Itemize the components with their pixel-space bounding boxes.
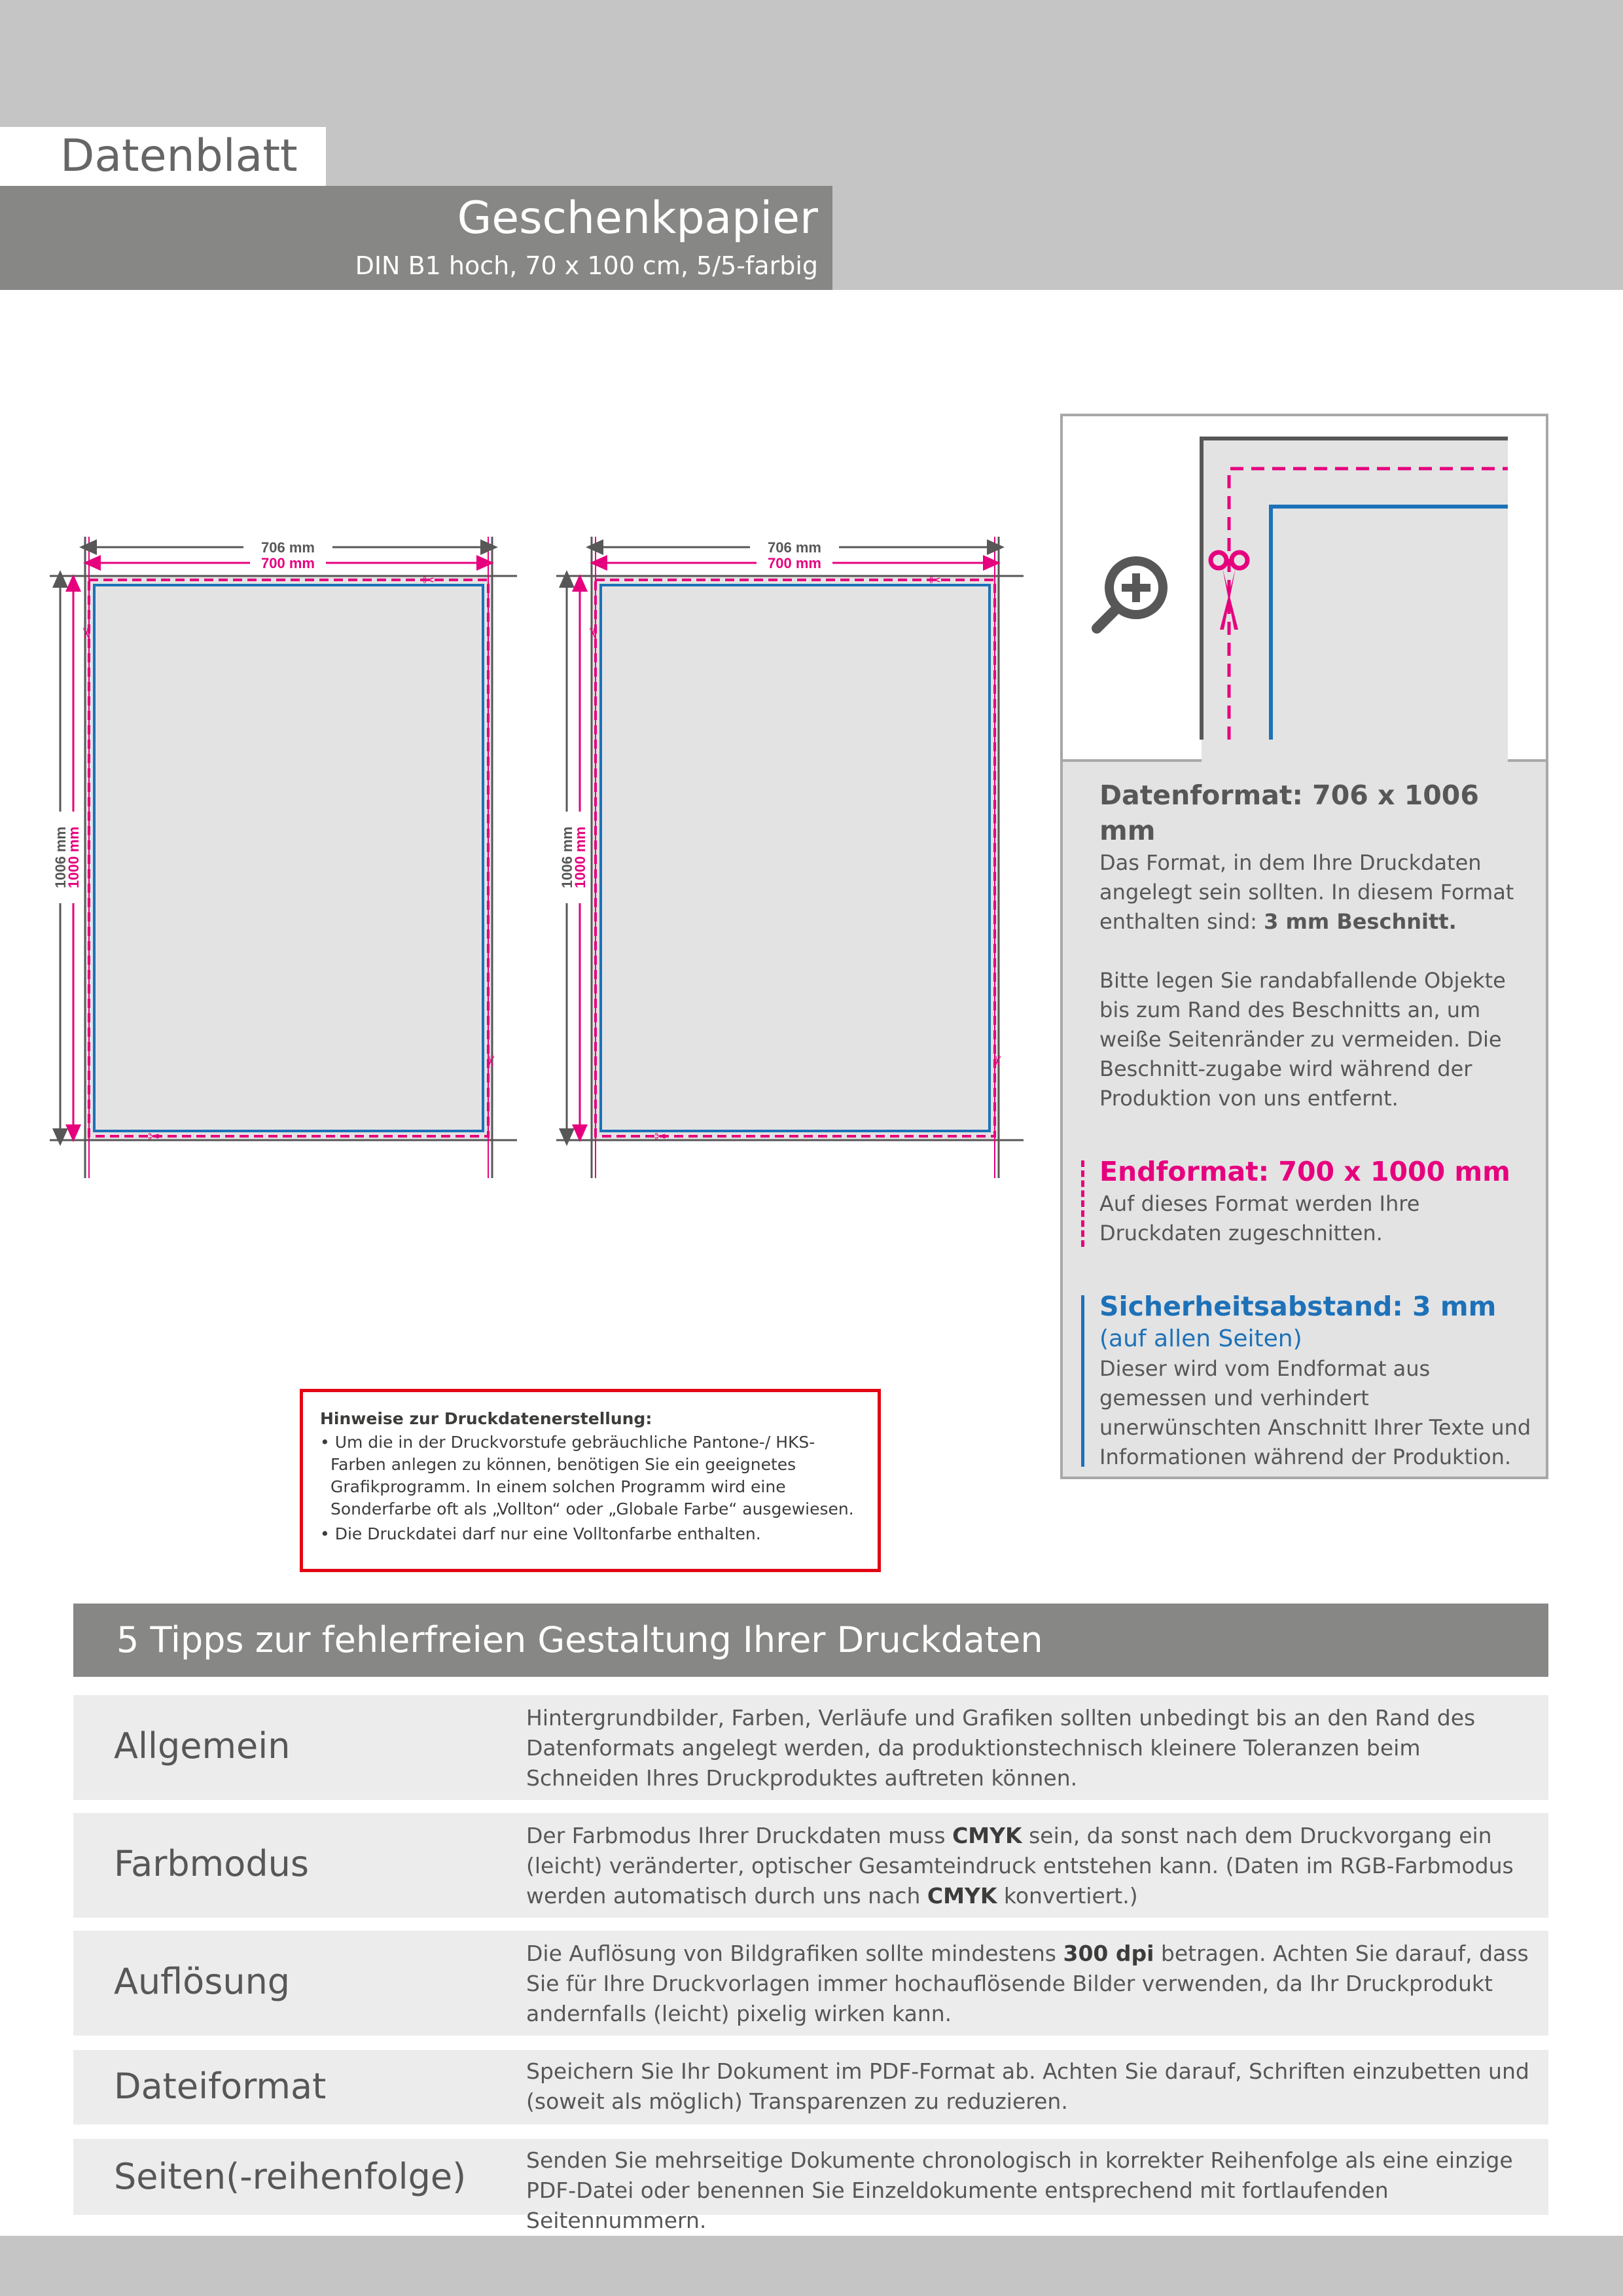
tips-header: 5 Tipps zur fehlerfreien Gestaltung Ihrer Druckdaten	[73, 1604, 1548, 1677]
datenformat-bleed: 3 mm Beschnitt.	[1264, 909, 1457, 934]
hint-item: • Die Druckdatei darf nur eine Volltonfarbe enthalten.	[320, 1524, 761, 1543]
height-outer-label: 1006 mm	[559, 826, 575, 889]
datenformat-description	[1099, 848, 1531, 937]
bleed-area	[592, 576, 999, 1140]
page-subtitle: DIN B1 hoch, 70 x 100 cm, 5/5-farbig	[355, 251, 818, 280]
tip-text-part: konvertiert.)	[997, 1883, 1138, 1909]
tip-row-farbmodus	[73, 1813, 1548, 1918]
diagram-right	[556, 537, 1024, 1178]
tip-text: Hintergrundbilder, Farben, Verläufe und Grafiken sollten unbedingt bis an den Rand des Datenformats angelegt werden, da produktionstechnisch kleinere Toleranzen beim Schneiden Ihres Druckproduktes auftreten können.	[526, 1705, 1476, 1791]
tip-text-bold: CMYK	[952, 1823, 1022, 1848]
tip-text-bold: CMYK	[927, 1883, 997, 1909]
tip-row-seiten	[73, 2139, 1548, 2233]
sicherheit-title: Sicherheitsabstand: 3 mm	[1099, 1291, 1497, 1322]
format-explanations	[1099, 778, 1531, 1472]
scissors-icon: ✂	[929, 573, 942, 589]
info-panel	[1060, 414, 1548, 1479]
width-inner-label: 700 mm	[768, 555, 821, 571]
tip-text-part: Die Auflösung von Bildgrafiken sollte mindestens	[526, 1941, 1063, 1966]
scissors-icon: ✂	[148, 1129, 160, 1145]
document-label: Datenblatt	[0, 127, 326, 186]
datenformat-block	[1099, 778, 1531, 1113]
tip-row-aufloesung	[73, 1931, 1548, 2036]
tip-label: Allgemein	[114, 1725, 291, 1767]
tip-text-bold: 300 dpi	[1063, 1941, 1154, 1966]
width-outer-label: 706 mm	[261, 539, 315, 556]
hint-item: • Um die in der Druckvorstufe gebräuchliche Pantone-/ HKS-Farben anlegen zu können, benötigen Sie ein geeignetes Grafikprogramm. In einem solchen Programm wird eine Sonderfarbe oft als „Vollton“ oder „Globale Farbe“ ausgewiesen.	[320, 1433, 854, 1518]
tip-text	[526, 1821, 1534, 1911]
endformat-block	[1099, 1154, 1531, 1248]
tip-text-part: betragen. Achten Sie darauf, dass Sie für Ihre Druckvorlagen immer hochauflösende Bilder verwenden, da Ihr Druckprodukt andernfalls (leicht) pixelig wirken kann.	[526, 1941, 1529, 2026]
tip-text-part: sein, da sonst nach dem Druckvorgang ein (leicht) veränderter, optischer Gesamteindruck entstehen kann. (Daten im RGB-Farbmodus werden automatisch durch uns nach	[526, 1823, 1514, 1909]
scissors-icon: ✂	[988, 1055, 1005, 1067]
trim-indicator	[1081, 1160, 1084, 1247]
page-title: Geschenkpapier	[457, 192, 818, 244]
tip-label: Dateiformat	[114, 2066, 327, 2107]
endformat-description: Auf dieses Format werden Ihre Druckdaten zugeschnitten.	[1099, 1191, 1420, 1246]
datenformat-title: Datenformat: 706 x 1006 mm	[1099, 780, 1479, 846]
height-inner-label: 1000 mm	[572, 826, 588, 889]
tip-label: Farbmodus	[114, 1843, 309, 1884]
datenformat-note: Bitte legen Sie randabfallende Objekte bis zum Rand des Beschnitts an, um weiße Seitenränder zu vermeiden. Die Beschnitt-zugabe wird während der Produktion von uns entfernt.	[1099, 968, 1506, 1111]
scissors-icon: ✂	[584, 627, 600, 639]
magnifier-icon	[1097, 556, 1168, 628]
scissors-icon: ✂	[77, 627, 94, 639]
scissors-icon: ✂	[654, 1129, 667, 1145]
tip-row-allgemein	[73, 1695, 1548, 1800]
safety-indicator	[1081, 1295, 1084, 1467]
hints-title: Hinweise zur Druckdatenerstellung:	[320, 1409, 652, 1428]
tip-label: Seiten(-reihenfolge)	[114, 2156, 467, 2197]
hints-box	[300, 1389, 881, 1572]
bleed-area	[85, 576, 492, 1140]
sicherheit-block	[1099, 1289, 1531, 1472]
tip-label: Auflösung	[114, 1961, 291, 2002]
tip-text-part: Der Farbmodus Ihrer Druckdaten muss	[526, 1823, 953, 1848]
scissors-icon: ✂	[423, 573, 435, 589]
tip-row-dateiformat	[73, 2050, 1548, 2125]
tip-text	[526, 1939, 1534, 2029]
tip-text: Senden Sie mehrseitige Dokumente chronologisch in korrekter Reihenfolge als eine einzige PDF-Datei oder benennen Sie Einzeldokumente entsprechend mit fortlaufenden Seitennummern.	[526, 2147, 1513, 2233]
height-outer-label: 1006 mm	[52, 826, 69, 889]
zoom-detail	[1063, 416, 1546, 762]
datenformat-text: Das Format, in dem Ihre Druckdaten angelegt sein sollten. In diesem Format enthalten sind:	[1099, 850, 1514, 934]
diagram-left	[50, 537, 517, 1178]
footer-background	[0, 2236, 1623, 2296]
format-diagrams	[0, 0, 1047, 1204]
scissors-icon: ✂	[482, 1055, 498, 1067]
sicherheit-description: Dieser wird vom Endformat aus gemessen und verhindert unerwünschten Anschnitt Ihrer Texte und Informationen während der Produktion.	[1099, 1356, 1531, 1469]
tip-text: Speichern Sie Ihr Dokument im PDF-Format ab. Achten Sie darauf, Schriften einzubetten und (soweit als möglich) Transparenzen zu reduzieren.	[526, 2058, 1529, 2114]
sicherheit-subtitle: (auf allen Seiten)	[1099, 1325, 1302, 1352]
endformat-title: Endformat: 700 x 1000 mm	[1099, 1156, 1510, 1187]
height-inner-label: 1000 mm	[65, 826, 82, 889]
width-inner-label: 700 mm	[261, 555, 315, 571]
corner-detail-graphic	[1063, 416, 1546, 762]
width-outer-label: 706 mm	[768, 539, 821, 556]
